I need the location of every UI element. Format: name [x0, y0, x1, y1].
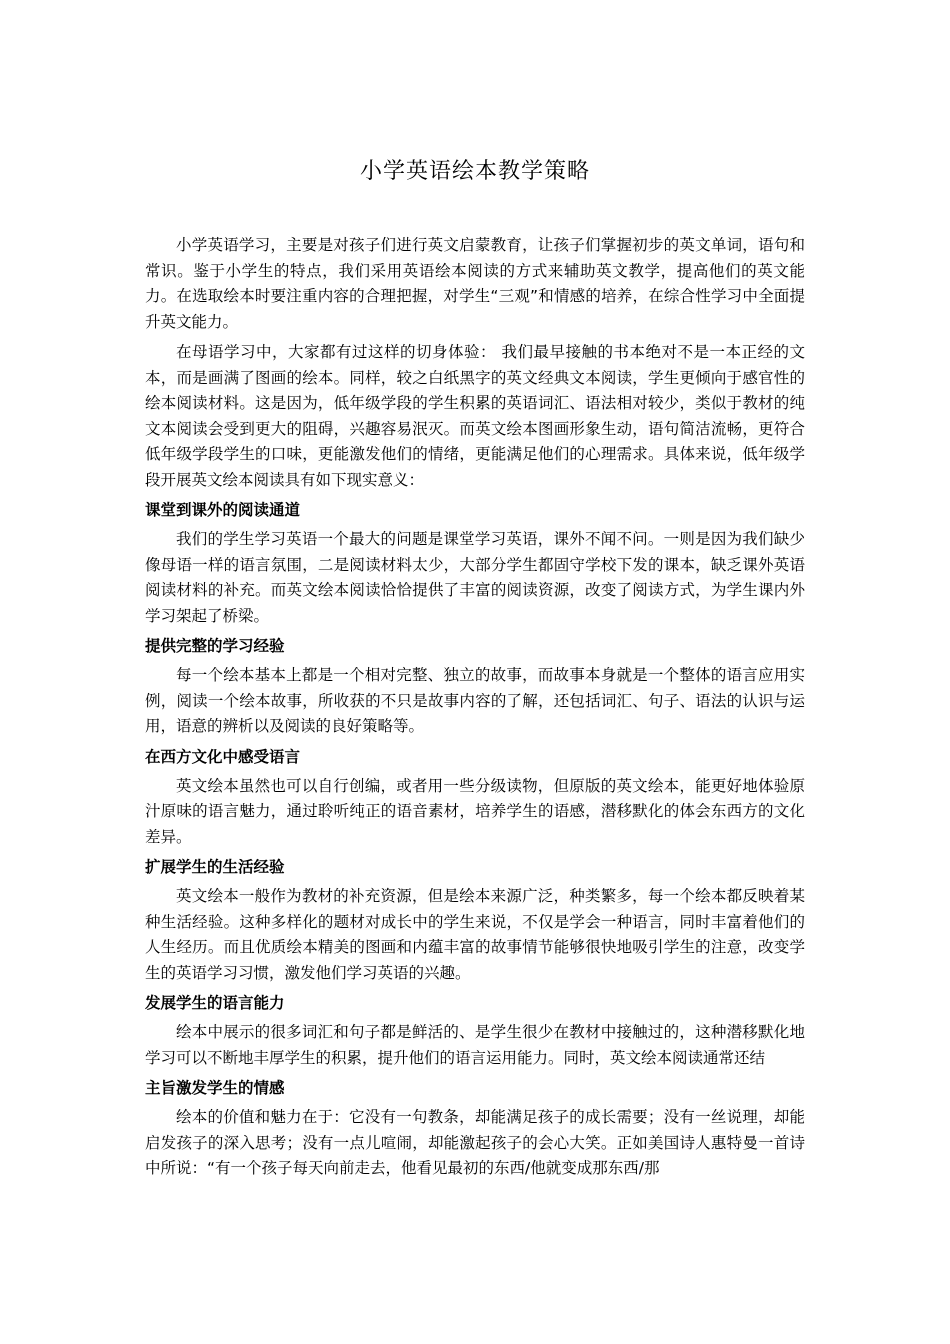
- section-heading: 在西方文化中感受语言: [145, 747, 301, 766]
- section-heading: 发展学生的语言能力: [145, 994, 285, 1012]
- document-title: 小学英语绘本教学策略: [359, 159, 590, 184]
- section-paragraph: 我们的学生学习英语一个最大的问题是课堂学习英语，课外不闻不问。一则是因为我们缺少像母语一样的语言氛围，二是阅读材料太少，大部分学生都固守学校下发的课本，缺乏课外英语阅读材料的补充。而英文绘本阅读恰恰提供了丰富的阅读资源，改变了阅读方式，为学生课内外学习架起了桥梁。: [145, 530, 805, 625]
- section-paragraph: 绘本中展示的很多词汇和句子都是鲜活的、是学生很少在教材中接触过的，这种潜移默化地学习可以不断地丰厚学生的积累，提升他们的语言运用能力。同时，英文绘本阅读通常还结: [145, 1023, 805, 1067]
- section-heading: 提供完整的学习经验: [145, 637, 285, 655]
- intro-paragraph: 小学英语学习，主要是对孩子们进行英文启蒙教育，让孩子们掌握初步的英文单词，语句和常识。鉴于小学生的特点，我们采用英语绘本阅读的方式来辅助英文教学，提高他们的英文能力。在选取绘本时要注重内容的合理把握，对学生“三观”和情感的培养，在综合性学习中全面提升英文能力。: [145, 236, 805, 331]
- section-paragraph: 英文绘本一般作为教材的补充资源，但是绘本来源广泛，种类繁多，每一个绘本都反映着某种生活经验。这种多样化的题材对成长中的学生来说，不仅是学会一种语言，同时丰富着他们的人生经历。而且优质绘本精美的图画和内蕴丰富的故事情节能够很快地吸引学生的注意，改变学生的英语学习习惯，激发他们学习英语的兴趣。: [145, 887, 805, 982]
- intro-paragraph: 在母语学习中，大家都有过这样的切身体验： 我们最早接触的书本绝对不是一本正经的文本，而是画满了图画的绘本。同样，较之白纸黑字的英文经典文本阅读，学生更倾向于感官性的绘本阅读材料。这是因为，低年级学段的学生积累的英语词汇、语法相对较少，类似于教材的纯文本阅读会受到更大的阻碍，兴趣容易泯灭。而英文绘本图画形象生动，语句简洁流畅，更符合低年级学段学生的口味，更能激发他们的情绪，更能满足他们的心理需求。具体来说，低年级学段开展英文绘本阅读具有如下现实意义：: [145, 343, 805, 489]
- section-heading: 课堂到课外的阅读通道: [145, 501, 301, 519]
- section-heading: 扩展学生的生活经验: [145, 858, 285, 876]
- section-heading: 主旨激发学生的情感: [145, 1079, 285, 1097]
- section-paragraph: 英文绘本虽然也可以自行创编，或者用一些分级读物，但原版的英文绘本，能更好地体验原汁原味的语言魅力，通过聆听纯正的语音素材，培养学生的语感，潜移默化的体会东西方的文化差异。: [145, 776, 805, 846]
- section-paragraph: 绘本的价值和魅力在于：它没有一句教条，却能满足孩子的成长需要；没有一丝说理，却能启发孩子的深入思考；没有一点儿喧闹，却能激起孩子的会心大笑。正如美国诗人惠特曼一首诗中所说：“有一个孩子每天向前走去，他看见最初的东西/他就变成那东西/那: [145, 1108, 805, 1177]
- document-body: [145, 233, 805, 1187]
- section-paragraph: 每一个绘本基本上都是一个相对完整、独立的故事，而故事本身就是一个整体的语言应用实例，阅读一个绘本故事，所收获的不只是故事内容的了解，还包括词汇、句子、语法的认识与运用，语意的辨析以及阅读的良好策略等。: [145, 666, 805, 735]
